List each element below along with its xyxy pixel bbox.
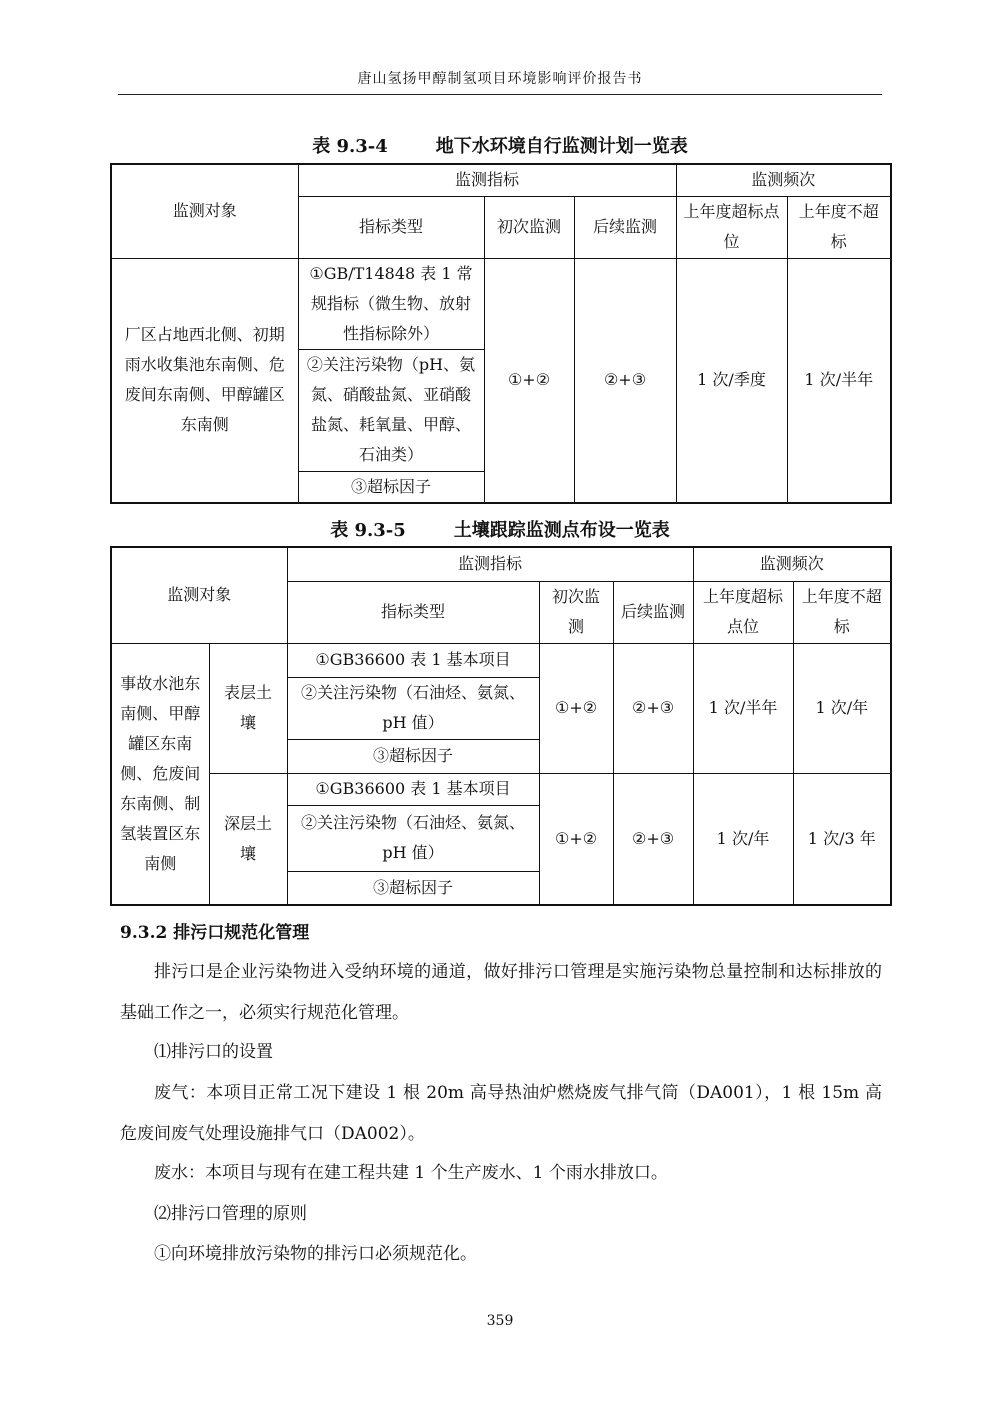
table2-caption [0,516,1000,542]
header-exceed: 上年度超标点位 [693,581,793,643]
header-not-exceed: 上年度不超标 [793,581,891,643]
table1-caption-title: 地下水环境自行监测计划一览表 [435,136,688,157]
deep-soil-layer: 深层土壤 [209,773,287,905]
header-indicator: 监测指标 [287,547,693,581]
table1-caption [0,132,1000,158]
soil-monitoring-table [110,546,892,906]
header-indicator: 监测指标 [298,164,676,196]
deep-indicator-type-2: ②关注污染物（石油烃、氨氮、pH 值） [287,805,539,871]
table1-caption-number: 表 9.3-4 [312,136,388,157]
exceed-frequency: 1 次/季度 [676,258,787,503]
section-heading: 9.3.2 排污口规范化管理 [120,923,310,943]
header-object: 监测对象 [111,164,298,258]
surface-indicator-type-2: ②关注污染物（石油烃、氨氮、pH 值） [287,677,539,739]
groundwater-monitoring-table [110,163,892,504]
subheading-outlet-principles: ⑵排污口管理的原则 [154,1204,307,1224]
header-initial: 初次监测 [484,196,574,258]
surface-indicator-type-3: ③超标因子 [287,739,539,773]
followup-monitoring: ②+③ [574,258,676,503]
table2-caption-number: 表 9.3-5 [330,520,406,541]
monitoring-object: 厂区占地西北侧、初期雨水收集池东南侧、危废间东南侧、甲醇罐区东南侧 [111,258,298,503]
header-type: 指标类型 [287,581,539,643]
surface-indicator-type-1: ①GB36600 表 1 基本项目 [287,643,539,677]
header-object: 监测对象 [111,547,287,643]
paragraph-intro: 排污口是企业污染物进入受纳环境的通道，做好排污口管理是实施污染物总量控制和达标排放的基础工作之一，必须实行规范化管理。 [120,962,882,1023]
header-type: 指标类型 [298,196,484,258]
paragraph-exhaust: 废气：本项目正常工况下建设 1 根 20m 高导热油炉燃烧废气排气筒（DA001），1 根 15m 高危废间废气处理设施排气口（DA002）。 [120,1083,882,1144]
paragraph-wastewater: 废水：本项目与现有在建工程共建 1 个生产废水、1 个雨水排放口。 [154,1163,668,1183]
monitoring-object: 事故水池东南侧、甲醇罐区东南侧、危废间东南侧、制氢装置区东南侧 [111,643,209,905]
header-not-exceed: 上年度不超标 [787,196,891,258]
header-followup: 后续监测 [574,196,676,258]
surface-initial-monitoring: ①+② [539,643,613,773]
header-initial: 初次监测 [539,581,613,643]
not-exceed-frequency: 1 次/半年 [787,258,891,503]
header-frequency: 监测频次 [693,547,891,581]
surface-not-exceed-frequency: 1 次/年 [793,643,891,773]
surface-followup-monitoring: ②+③ [613,643,693,773]
deep-exceed-frequency: 1 次/年 [693,773,793,905]
subheading-outlet-setup: ⑴排污口的设置 [154,1042,273,1062]
header-frequency: 监测频次 [676,164,891,196]
header-exceed: 上年度超标点位 [676,196,787,258]
initial-monitoring: ①+② [484,258,574,503]
deep-indicator-type-3: ③超标因子 [287,871,539,905]
surface-exceed-frequency: 1 次/半年 [693,643,793,773]
indicator-type-1: ①GB/T14848 表 1 常规指标（微生物、放射性指标除外） [298,258,484,349]
deep-initial-monitoring: ①+② [539,773,613,905]
page-number: 359 [486,1313,514,1329]
indicator-type-3: ③超标因子 [298,471,484,503]
document-header: 唐山氢扬甲醇制氢项目环境影响评价报告书 [357,71,643,87]
header-followup: 后续监测 [613,581,693,643]
surface-soil-layer: 表层土壤 [209,643,287,773]
indicator-type-2: ②关注污染物（pH、氨氮、硝酸盐氮、亚硝酸盐氮、耗氧量、甲醇、石油类） [298,349,484,471]
table2-caption-title: 土壤跟踪监测点布设一览表 [453,520,670,541]
deep-indicator-type-1: ①GB36600 表 1 基本项目 [287,773,539,805]
paragraph-principle-1: ①向环境排放污染物的排污口必须规范化。 [154,1244,477,1264]
header-rule [118,94,882,95]
deep-followup-monitoring: ②+③ [613,773,693,905]
deep-not-exceed-frequency: 1 次/3 年 [793,773,891,905]
